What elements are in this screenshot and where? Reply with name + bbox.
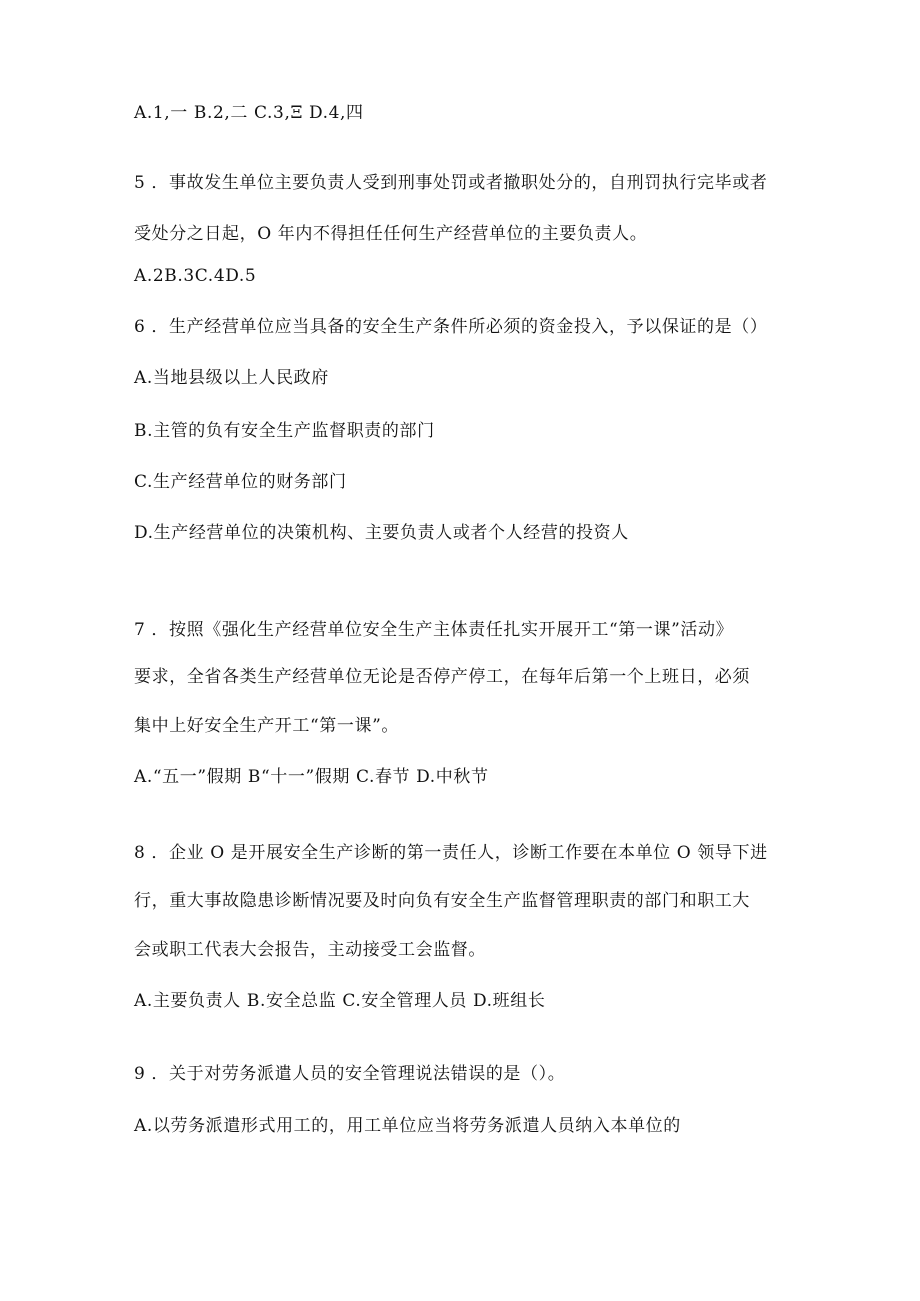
q8-text-line1: 8 ．企业 O 是开展安全生产诊断的第一责任人，诊断工作要在本单位 O 领导下进 (134, 843, 768, 863)
q6-option-c: C.生产经营单位的财务部门 (134, 472, 347, 492)
q6-option-d: D.生产经营单位的决策机构、主要负责人或者个人经营的投资人 (134, 523, 629, 543)
q6-option-b: B.主管的负有安全生产监督职责的部门 (134, 421, 435, 441)
q5-text-line2: 受处分之日起，O 年内不得担任任何生产经营单位的主要负责人。 (134, 224, 648, 244)
q5-text-line1: 5 ．事故发生单位主要负责人受到刑事处罚或者撤职处分的，自刑罚执行完毕或者 (134, 173, 768, 193)
q7-text-line3: 集中上好安全生产开工“第一课”。 (134, 716, 399, 736)
q8-options: A.主要负责人 B.安全总监 C.安全管理人员 D.班组长 (134, 991, 546, 1011)
q7-options: A.“五一”假期 B“十一”假期 C.春节 D.中秋节 (134, 767, 489, 787)
q4-options: A.1,一 B.2,二 C.3,Ξ D.4,四 (134, 103, 364, 123)
q6-option-a: A.当地县级以上人民政府 (134, 368, 329, 388)
q6-text-line1: 6 ．生产经营单位应当具备的安全生产条件所必须的资金投入，予以保证的是（） (134, 317, 768, 337)
q8-text-line3: 会或职工代表大会报告，主动接受工会监督。 (134, 940, 486, 960)
q8-text-line2: 行，重大事故隐患诊断情况要及时向负有安全生产监督管理职责的部门和职工大 (134, 891, 750, 911)
q7-text-line2: 要求，全省各类生产经营单位无论是否停产停工，在每年后第一个上班日，必须 (134, 667, 750, 687)
q7-text-line1: 7 ．按照《强化生产经营单位安全生产主体责任扎实开展开工“第一课”活动》 (134, 620, 734, 640)
q9-option-a: A.以劳务派遣形式用工的，用工单位应当将劳务派遣人员纳入本单位的 (134, 1116, 681, 1136)
q9-text-line1: 9 ．关于对劳务派遣人员的安全管理说法错误的是（）。 (134, 1064, 566, 1084)
q5-options: A.2B.3C.4D.5 (134, 266, 257, 286)
